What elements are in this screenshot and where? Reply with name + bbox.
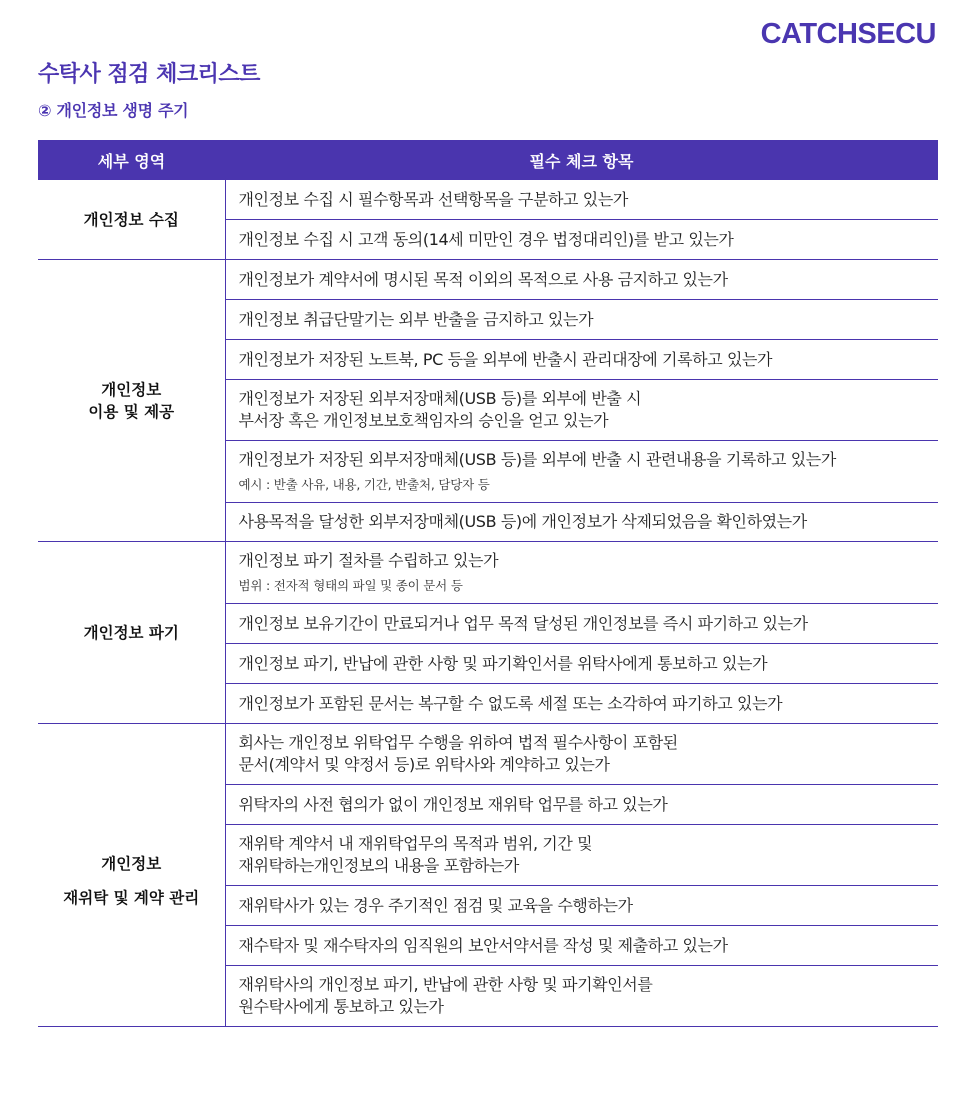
area-label: 개인정보 — [101, 855, 162, 873]
check-item-note: 예시 : 반출 사유, 내용, 기간, 반출처, 담당자 등 — [238, 477, 490, 492]
check-item-text: 개인정보 수집 시 고객 동의(14세 미만인 경우 법정대리인)를 받고 있는가 — [238, 229, 734, 249]
check-item-text: 회사는 개인정보 위탁업무 수행을 위하여 법적 필수사항이 포함된 — [238, 733, 678, 752]
area-label: 개인정보 — [101, 380, 162, 399]
check-item — [225, 380, 938, 441]
check-item-text: 개인정보 취급단말기는 외부 반출을 금지하고 있는가 — [238, 309, 594, 329]
area-label: 재위탁 및 계약 관리 — [63, 889, 200, 907]
check-item-note: 범위 : 전자적 형태의 파일 및 종이 문서 등 — [238, 578, 463, 593]
check-item — [225, 441, 938, 503]
check-item-text: 개인정보 수집 시 필수항목과 선택항목을 구분하고 있는가 — [238, 189, 628, 209]
check-item-text: 개인정보가 계약서에 명시된 목적 이외의 목적으로 사용 금지하고 있는가 — [238, 269, 728, 289]
check-item — [225, 966, 938, 1027]
check-item — [225, 542, 938, 604]
check-item — [225, 886, 938, 926]
check-item-text: 재위탁 계약서 내 재위탁업무의 목적과 범위, 기간 및 — [238, 834, 593, 853]
check-item-text: 위탁자의 사전 협의가 없이 개인정보 재위탁 업무를 하고 있는가 — [238, 794, 668, 814]
check-item-text: 개인정보 보유기간이 만료되거나 업무 목적 달성된 개인정보를 즉시 파기하고 있는가 — [238, 613, 808, 633]
area-label: 개인정보 파기 — [83, 623, 179, 642]
table-header-row — [38, 140, 938, 180]
brand-logo: CATCHSECU — [760, 18, 936, 50]
check-item-text: 원수탁사에게 통보하고 있는가 — [238, 997, 444, 1016]
column-header-items: 필수 체크 항목 — [225, 140, 938, 180]
area-cell — [38, 724, 225, 1027]
check-item-text: 재위탁사의 개인정보 파기, 반납에 관한 사항 및 파기확인서를 — [238, 975, 653, 994]
check-item-text: 개인정보 파기 절차를 수립하고 있는가 — [238, 551, 499, 570]
check-item — [225, 260, 938, 300]
check-item — [225, 220, 938, 260]
check-item-text: 부서장 혹은 개인정보보호책임자의 승인을 얻고 있는가 — [238, 411, 609, 430]
check-item-text: 문서(계약서 및 약정서 등)로 위탁사와 계약하고 있는가 — [238, 755, 610, 774]
table-row — [38, 542, 938, 604]
area-cell — [38, 180, 225, 260]
check-item — [225, 180, 938, 220]
check-item — [225, 644, 938, 684]
check-item-text: 개인정보가 저장된 외부저장매체(USB 등)를 외부에 반출 시 — [238, 389, 642, 408]
table-row — [38, 260, 938, 300]
column-header-area: 세부 영역 — [38, 140, 225, 180]
check-item — [225, 825, 938, 886]
check-item-text: 개인정보 파기, 반납에 관한 사항 및 파기확인서를 위탁사에게 통보하고 있는가 — [238, 653, 768, 673]
check-item-text: 재수탁자 및 재수탁자의 임직원의 보안서약서를 작성 및 제출하고 있는가 — [238, 935, 728, 955]
check-item-text: 재위탁사가 있는 경우 주기적인 점검 및 교육을 수행하는가 — [238, 895, 633, 915]
area-label: 개인정보 수집 — [83, 210, 179, 229]
check-item-text: 개인정보가 저장된 외부저장매체(USB 등)를 외부에 반출 시 관련내용을 기록하고 있는가 — [238, 450, 836, 469]
check-item — [225, 340, 938, 380]
check-item — [225, 604, 938, 644]
check-item-text: 개인정보가 포함된 문서는 복구할 수 없도록 세절 또는 소각하여 파기하고 있는가 — [238, 693, 783, 713]
area-cell — [38, 542, 225, 724]
table-row — [38, 724, 938, 785]
check-item — [225, 300, 938, 340]
area-label: 이용 및 제공 — [88, 402, 175, 421]
check-item — [225, 785, 938, 825]
check-item-text: 개인정보가 저장된 노트북, PC 등을 외부에 반출시 관리대장에 기록하고 있는가 — [238, 349, 773, 369]
check-item — [225, 724, 938, 785]
check-item — [225, 684, 938, 724]
page-subtitle: ② 개인정보 생명 주기 — [38, 101, 189, 120]
check-item-text: 재위탁하는개인정보의 내용을 포함하는가 — [238, 856, 519, 875]
area-cell — [38, 260, 225, 542]
checklist-table — [38, 140, 938, 1027]
check-item — [225, 926, 938, 966]
page-title: 수탁사 점검 체크리스트 — [38, 62, 260, 87]
check-item — [225, 503, 938, 542]
check-item-text: 사용목적을 달성한 외부저장매체(USB 등)에 개인정보가 삭제되었음을 확인하였는가 — [238, 512, 807, 531]
table-row — [38, 180, 938, 220]
